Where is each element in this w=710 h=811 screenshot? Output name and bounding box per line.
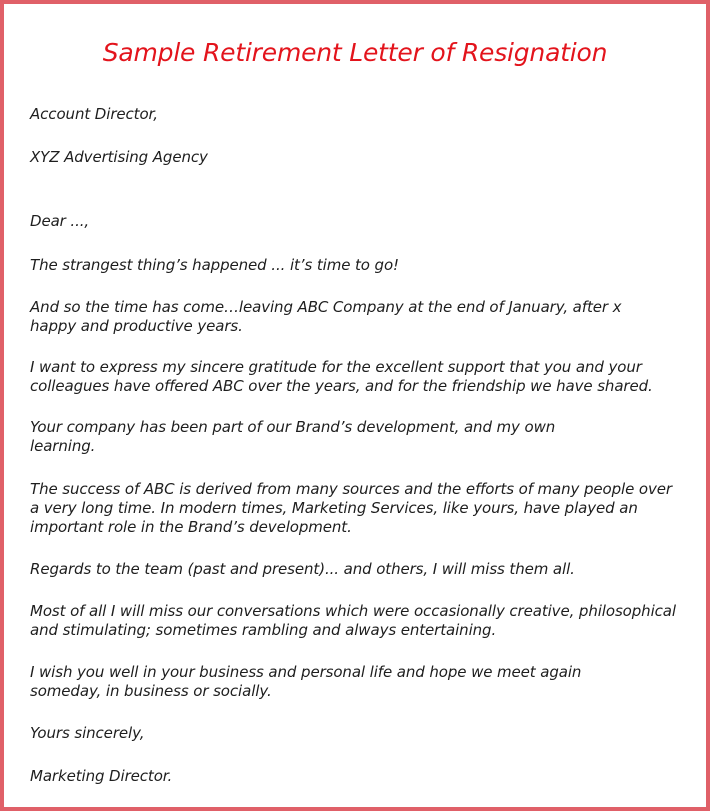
paragraph-5-line-3: important role in the Brand’s development. <box>30 518 352 536</box>
paragraph-8-line-2: someday, in business or socially. <box>30 682 272 700</box>
paragraph-3-line-2: colleagues have offered ABC over the years, and for the friendship we have shared. <box>30 377 653 395</box>
recipient-name: Account Director, <box>30 105 158 123</box>
paragraph-2-line-2: happy and productive years. <box>30 317 243 335</box>
paragraph-4-line-1: Your company has been part of our Brand’s development, and my own <box>30 418 556 436</box>
signature: Marketing Director. <box>30 767 173 785</box>
paragraph-5-line-1: The success of ABC is derived from many sources and the efforts of many people over <box>30 480 672 498</box>
salutation: Dear ..., <box>30 212 90 230</box>
paragraph-7-line-2: and stimulating; sometimes rambling and always entertaining. <box>30 621 497 639</box>
paragraph-1-line-1: The strangest thing’s happened ... it’s time to go! <box>30 256 399 274</box>
closing: Yours sincerely, <box>30 724 145 742</box>
paragraph-2-line-1: And so the time has come…leaving ABC Company at the end of January, after x <box>30 298 622 316</box>
paragraph-7-line-1: Most of all I will miss our conversations which were occasionally creative, philosophical <box>30 602 676 620</box>
recipient-company: XYZ Advertising Agency <box>30 148 208 166</box>
paragraph-8-line-1: I wish you well in your business and personal life and hope we meet again <box>30 663 582 681</box>
paragraph-4-line-2: learning. <box>30 437 96 455</box>
paragraph-5-line-2: a very long time. In modern times, Marketing Services, like yours, have played an <box>30 499 638 517</box>
paragraph-3-line-1: I want to express my sincere gratitude for the excellent support that you and your <box>30 358 642 376</box>
letter-title: Sample Retirement Letter of Resignation <box>102 38 608 67</box>
paragraph-6-line-1: Regards to the team (past and present)... and others, I will miss them all. <box>30 560 575 578</box>
